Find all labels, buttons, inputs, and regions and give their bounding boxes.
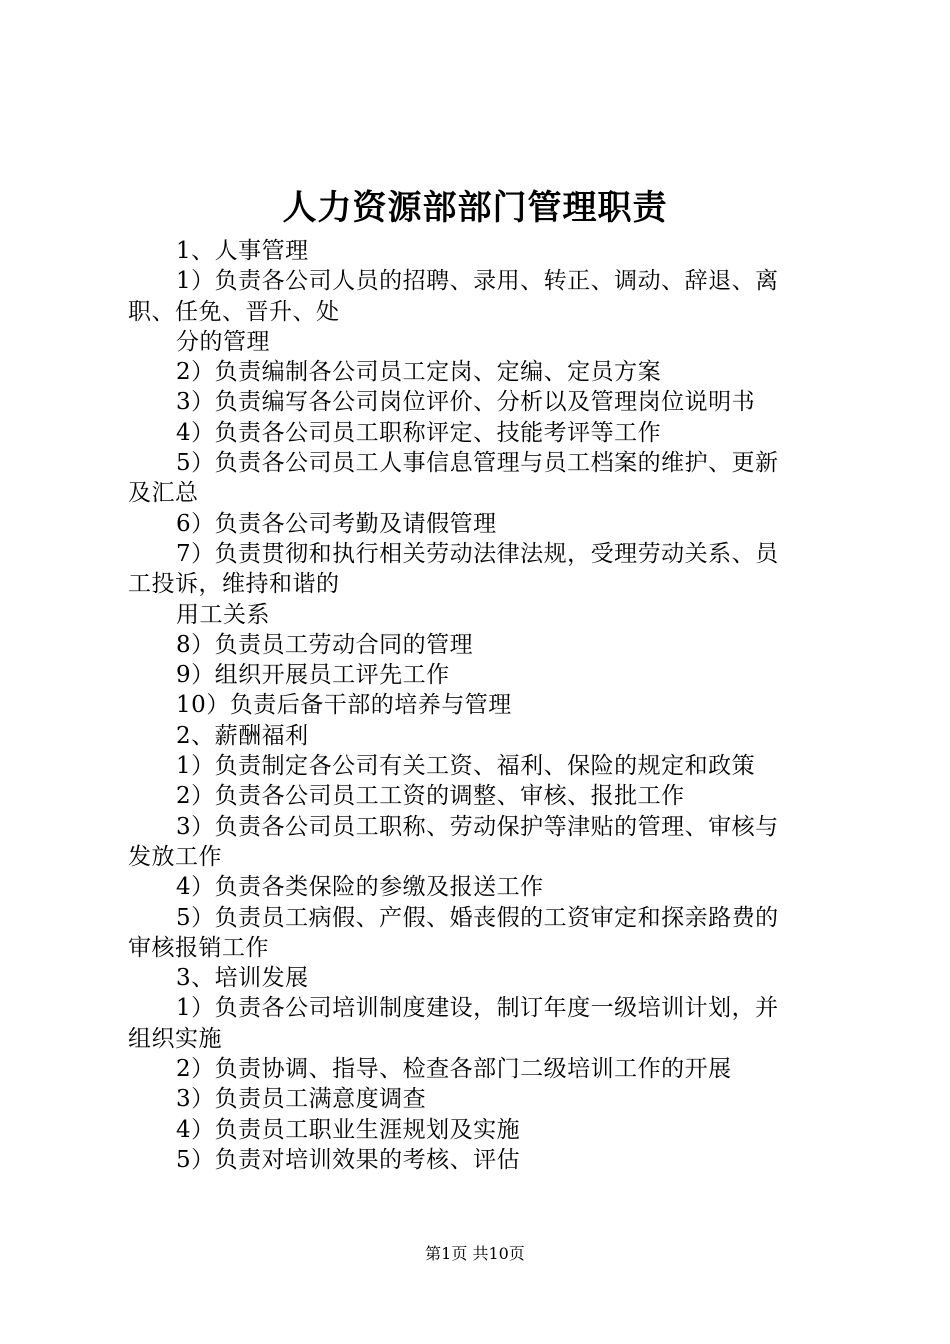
document-line: 2）负责编制各公司员工定岗、定编、定员方案: [176, 359, 662, 386]
document-line: 审核报销工作: [128, 934, 269, 961]
document-line: 分的管理: [176, 328, 270, 355]
document-line: 组织实施: [128, 1025, 222, 1052]
document-line: 4）负责各类保险的参缴及报送工作: [176, 874, 544, 901]
document-line: 职、任免、晋升、处: [128, 298, 340, 325]
document-line: 4）负责各公司员工职称评定、技能考评等工作: [176, 419, 662, 446]
document-line: 1）负责制定各公司有关工资、福利、保险的规定和政策: [176, 753, 756, 780]
document-line: 工投诉，维持和谐的: [128, 571, 340, 598]
document-line: 用工关系: [176, 601, 270, 628]
document-line: 3）负责各公司员工职称、劳动保护等津贴的管理、审核与: [176, 813, 779, 840]
document-line: 及汇总: [128, 480, 199, 507]
document-line: 1、人事管理: [176, 238, 309, 264]
document-line: 3）负责员工满意度调查: [176, 1086, 427, 1113]
document-line: 2、薪酬福利: [176, 722, 309, 749]
document-line: 8）负责员工劳动合同的管理: [176, 631, 474, 658]
document-line: 5）负责各公司员工人事信息管理与员工档案的维护、更新: [176, 450, 779, 477]
document-line: 2）负责协调、指导、检查各部门二级培训工作的开展: [176, 1056, 732, 1083]
document-line: 1）负责各公司培训制度建设，制订年度一级培训计划，并: [176, 995, 779, 1022]
document-line: 发放工作: [128, 843, 222, 870]
page-footer: 第1页 共10页: [425, 1244, 525, 1263]
document-line: 2）负责各公司员工工资的调整、审核、报批工作: [176, 783, 685, 810]
document-line: 3）负责编写各公司岗位评价、分析以及管理岗位说明书: [176, 389, 756, 416]
document-line: 4）负责员工职业生涯规划及实施: [176, 1116, 521, 1143]
document-line: 7）负责贯彻和执行相关劳动法律法规，受理劳动关系、员: [176, 540, 779, 567]
document-line: 6）负责各公司考勤及请假管理: [176, 510, 497, 537]
document-body: [128, 236, 833, 1175]
document-line: 9）组织开展员工评先工作: [176, 662, 450, 689]
document-line: 10）负责后备干部的培养与管理: [176, 692, 512, 719]
document-line: 5）负责员工病假、产假、婚丧假的工资审定和探亲路费的: [176, 904, 779, 931]
document-line: 1）负责各公司人员的招聘、录用、转正、调动、辞退、离: [176, 268, 779, 295]
document-line: 5）负责对培训效果的考核、评估: [176, 1146, 521, 1173]
page-title: 人力资源部部门管理职责: [282, 188, 668, 228]
document-line: 3、培训发展: [176, 965, 309, 992]
